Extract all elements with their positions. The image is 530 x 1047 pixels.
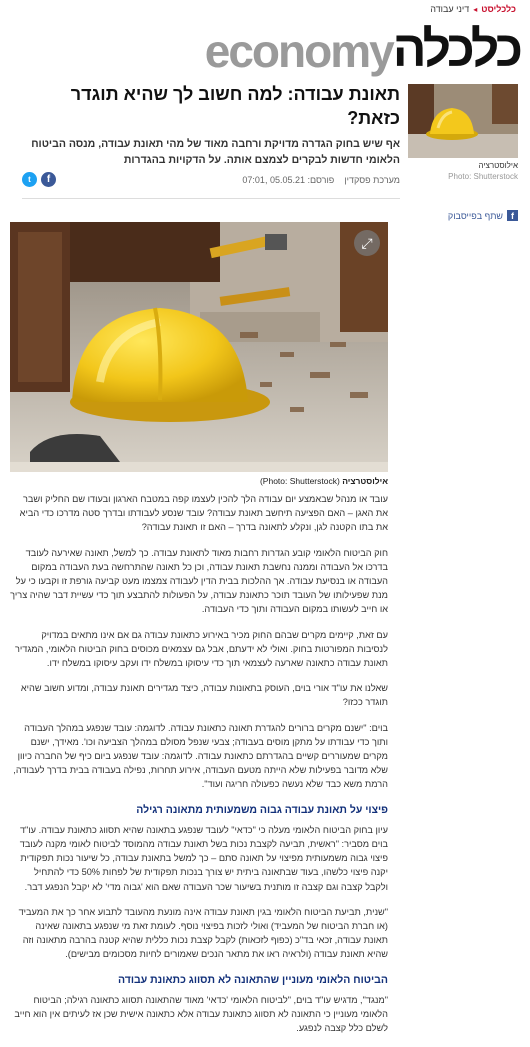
hero-caption-label: אילוסטרציה — [342, 476, 388, 486]
facebook-share-icon[interactable]: f — [41, 172, 56, 187]
published-label: פורסם: — [307, 174, 335, 185]
facebook-icon: f — [507, 210, 518, 221]
article-body — [10, 492, 388, 1047]
article-subhead: אף שיש בחוק הגדרה מדויקת ורחבה מאוד של מהי תאונת עבודה, מנסה הביטוח הלאומי חדשות לבקרים לצמצם אותה. על הדקויות בהגדרות — [31, 138, 400, 166]
body-paragraph: בוים: "ישנם מקרים ברורים להגדרת תאונה כתאונת עבודה. לדוגמה: עובד שנפגע במהלך העבודה ותוך כדי עבודתו על מתקן מוסים בעבודה; צבעי שנפל מסולם במהלך הצביעה וכו'. מאידך, ישנם מקרים שמעוררים קשיים בהגדרתם כתאונת עבודה. לדוגמה: עובד שנפגע ביום כיף של החברה כיוון שלא מדובר בפעילות שלא הייתה מטעם העבודה, אירוע תחרות, נפילה בעבודה בבית בדרך לעבודה, הרמת משא כבד שלא נעשה כפעולה חריגה ועוד". — [13, 722, 388, 790]
article-headline: תאונת עבודה: למה חשוב לך שהיא תוגדר כזאת? — [70, 84, 400, 128]
facebook-share-link[interactable] — [448, 210, 518, 221]
body-paragraph: חוק הביטוח הלאומי קובע הגדרות רחבות מאוד לתאונת עבודה. כך למשל, תאונה שאירעה לעובד בדרכו אל העבודה וממנה נחשבת תאונת עבודה, וכן כל תאונה שהתרחשה בעת העבודה במקום העבודה או בנסיעת עבודה. אך ההלכות בבית הדין לעבודה צמצמו מעט קביעה גורפת זו וקבעו כי על מנת שפעילותו של העובד תוכר כתאונת עבודה, על הפעולות להתבצע תוך כדי עשיית דבר שהיה צריך או חייב לעשותו במקום העבודה ותוך כדי העבודה. — [10, 547, 388, 615]
header-divider — [22, 198, 400, 199]
breadcrumb-separator: ◂ — [473, 4, 478, 14]
hero-caption — [10, 476, 388, 486]
hero-image[interactable] — [10, 222, 388, 472]
breadcrumb-site[interactable]: כלכליסט — [481, 4, 516, 14]
body-paragraph: שאלנו את עו"ד אורי בוים, העוסק בתאונות עבודה, כיצד מגדירים תאונת עבודה, ומדוע חשוב שהיא תוגדר ככזו? — [20, 683, 388, 708]
expand-image-icon[interactable]: ⤢ — [354, 230, 380, 256]
logo-latin: economy — [204, 25, 393, 77]
author-name[interactable]: מערכת פסקדין — [344, 174, 400, 185]
site-logo[interactable] — [204, 20, 520, 77]
body-paragraph: עובד או מנהל שבאמצע יום עבודה הלך להכין לעצמו קפה במטבח הארגון ובעודו שם החליק ושבר את האגן – האם הפציעה תיחשב תאונת עבודה? עובד שנסע לעבודתו ובדרך סטה מדרכו כדי הביא את בתו הקטנה לגן, ונקלע לתאונה בדרך – האם זו תאונת עבודה? — [19, 494, 388, 533]
breadcrumb — [430, 4, 516, 14]
twitter-share-icon[interactable]: t — [22, 172, 37, 187]
published-date: 05.05.21 ,07:01 — [242, 174, 305, 185]
article-byline — [22, 172, 400, 187]
facebook-share-label: שתף בפייסבוק — [447, 210, 503, 221]
section-heading: הביטוח הלאומי מעוניין שהתאונה לא תסווג כתאונת עבודה — [117, 973, 388, 986]
body-paragraph: "מנגד", מדגיש עו"ד בוים, "לביטוח הלאומי 'כדאי' מאוד שהתאונה תסווג כתאונה רגילה; הביטוח הלאומי מעוניין כי התאונה לא תסווג כתאונת עבודה אלא כתאונה אישית שכן אז לעיתים אין הוא חייב לשלם כלל קצבה לנפגע. — [14, 994, 388, 1034]
sidebar-thumb-credit: Photo: Shutterstock — [448, 172, 518, 181]
breadcrumb-section[interactable]: דיני עבודה — [430, 4, 470, 14]
body-paragraph: "שנית, תביעת הביטוח הלאומי בגין תאונת עבודה אינה מונעת מהעובד לתבוע אחר כך את המעביד (או חברת הביטוח של המעביד) ואולי לזכות בפיצוי נוסף. לעומת זאת מי שנפגע בתאונה שאינה תאונת עבודה, זכאי בד"כ (כפוף לזכאות) לקבל קצבת נכות כללית שהיא קטנה בהרבה מתאונה וזה שהיא תאונת עבודה (ולראיה ראו את מתאר הנכים שאמורים לחיות מסכומים מבישים). — [18, 906, 388, 960]
sidebar-thumb-caption: אילוסטרציה — [478, 161, 518, 170]
section-heading: פיצוי על תאונת עבודה גבוה משמעותית מתאונה רגילה — [136, 803, 388, 816]
body-paragraph: עם זאת, קיימים מקרים שבהם החוק מכיר באירוע כתאונת עבודה גם אם אינו מתאים במדויק לנסיבות המפורטות בחוק. ואולי לא ידעתם, אבל גם עצמאים מכוסים בחוק הביטוח הלאומי, המגדיר תאונת עבודה כתאונה שארעה לעצמאי תוך כדי עיסוקו במשלח ידו ועקב עיסוקו במשלח ידו. — [14, 629, 388, 669]
sidebar-thumbnail-image[interactable] — [408, 84, 518, 158]
hero-caption-credit: (Photo: Shutterstock) — [259, 476, 340, 486]
body-paragraph: עיון בחוק הביטוח הלאומי מעלה כי "כדאי" לעובד שנפגע בתאונה שהיא תסווג כתאונת עבודה. עו"ד בוים מסביר: "ראשית, תביעה לקצבת נכות בשל תאונת עבודה מהמוסד לביטוח לאומי מקנה לעובד פיצוי גבוה משמעותית מפיצוי על תאונה סתם – כך למשל בתאונת עבודה, כל שיעור נכות תפקודית יקנה פיצוי כלשהו, בעוד שבתאונה ביתית יש צורך בנכות תפקודית של לפחות 50% כדי להתחיל ולקבל קצבה וגם קצבה זו מותנית בשיעור שכר העבודה שאם הוא 'גבוה מדי' לא יקבל הנפגע דבר. — [19, 824, 388, 892]
logo-hebrew: כלכלה — [392, 21, 520, 77]
